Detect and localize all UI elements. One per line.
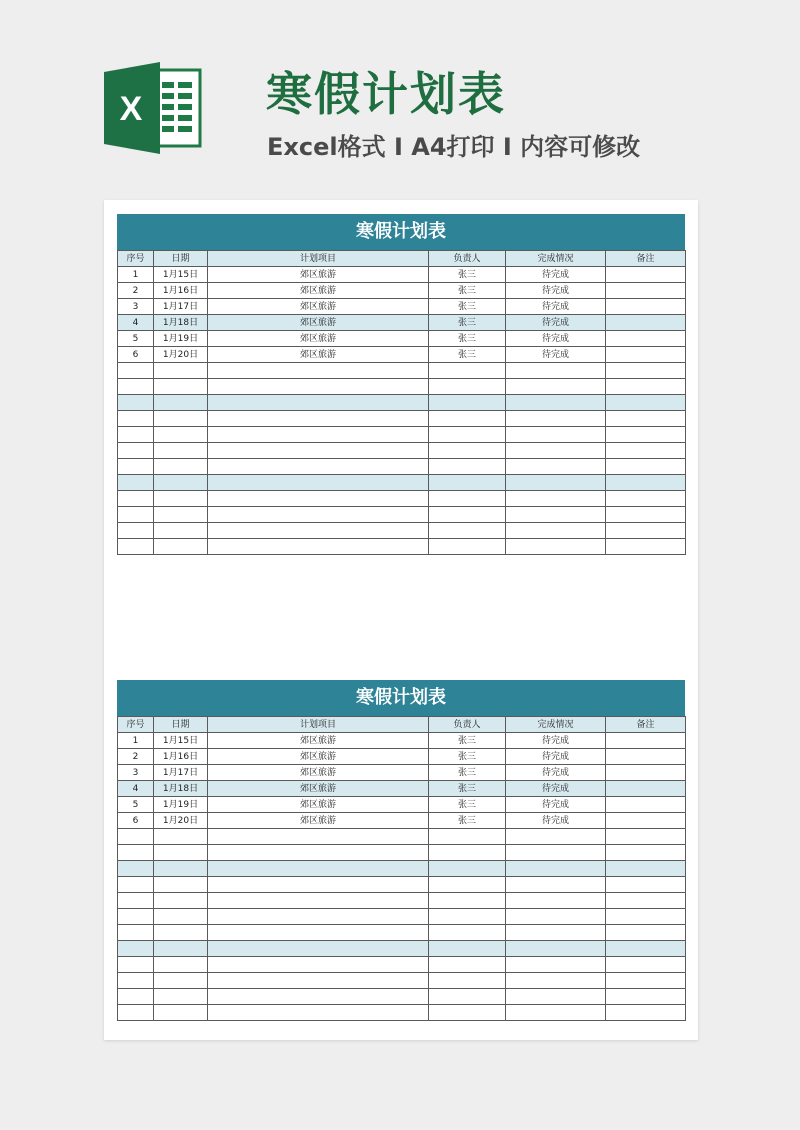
table-cell[interactable]: 待完成 [506, 733, 606, 749]
table-cell[interactable] [154, 523, 208, 539]
table-row [118, 523, 686, 539]
table-row [118, 893, 686, 909]
table-cell[interactable] [154, 459, 208, 475]
table-cell[interactable] [606, 989, 686, 1005]
table-cell[interactable] [506, 829, 606, 845]
table-cell[interactable] [606, 299, 686, 315]
table-cell[interactable] [506, 395, 606, 411]
table-cell[interactable] [208, 379, 429, 395]
table-cell[interactable] [506, 411, 606, 427]
table-cell[interactable] [606, 315, 686, 331]
table-cell[interactable]: 1月16日 [154, 283, 208, 299]
table-cell[interactable] [606, 539, 686, 555]
table-cell[interactable] [506, 877, 606, 893]
table-cell[interactable]: 郊区旅游 [208, 781, 429, 797]
column-header: 序号 [118, 717, 154, 733]
table-cell[interactable] [606, 427, 686, 443]
table-cell[interactable] [606, 283, 686, 299]
table-cell[interactable] [506, 941, 606, 957]
table-cell[interactable] [154, 845, 208, 861]
table-cell[interactable] [208, 941, 429, 957]
table-cell[interactable] [506, 957, 606, 973]
table-cell[interactable] [208, 523, 429, 539]
table-cell[interactable] [606, 379, 686, 395]
table-cell[interactable] [506, 861, 606, 877]
table-row [118, 973, 686, 989]
table-row [118, 925, 686, 941]
page-header [0, 0, 800, 190]
table-cell[interactable] [118, 877, 154, 893]
table-cell[interactable] [506, 443, 606, 459]
table-cell[interactable]: 张三 [429, 347, 506, 363]
table-cell[interactable]: 4 [118, 781, 154, 797]
plan-sheet-2 [117, 680, 685, 1021]
table-cell[interactable] [606, 797, 686, 813]
table-cell[interactable] [506, 491, 606, 507]
table-cell[interactable]: 郊区旅游 [208, 749, 429, 765]
column-header: 备注 [606, 717, 686, 733]
table-cell[interactable] [429, 475, 506, 491]
table-row [118, 507, 686, 523]
table-cell[interactable]: 1月20日 [154, 813, 208, 829]
table-cell[interactable] [118, 491, 154, 507]
table-row [118, 411, 686, 427]
table-cell[interactable] [506, 475, 606, 491]
table-cell[interactable]: 待完成 [506, 331, 606, 347]
table-cell[interactable] [118, 427, 154, 443]
table-row [118, 877, 686, 893]
table-cell[interactable]: 2 [118, 283, 154, 299]
table-cell[interactable] [606, 331, 686, 347]
table-row [118, 347, 686, 363]
column-header: 计划项目 [208, 717, 429, 733]
table-cell[interactable] [606, 507, 686, 523]
table-cell[interactable] [429, 459, 506, 475]
table-cell[interactable] [429, 379, 506, 395]
table-cell[interactable] [208, 475, 429, 491]
table-cell[interactable] [506, 507, 606, 523]
table-row [118, 539, 686, 555]
table-cell[interactable] [154, 861, 208, 877]
table-cell[interactable]: 待完成 [506, 299, 606, 315]
table-cell[interactable] [429, 395, 506, 411]
table-cell[interactable]: 郊区旅游 [208, 299, 429, 315]
table-cell[interactable]: 郊区旅游 [208, 331, 429, 347]
table-cell[interactable]: 郊区旅游 [208, 765, 429, 781]
table-cell[interactable] [606, 829, 686, 845]
column-header: 计划项目 [208, 251, 429, 267]
table-cell[interactable]: 郊区旅游 [208, 315, 429, 331]
table-row [118, 749, 686, 765]
table-cell[interactable]: 5 [118, 797, 154, 813]
table-cell[interactable]: 待完成 [506, 315, 606, 331]
table-cell[interactable] [208, 539, 429, 555]
table-header-row [118, 717, 686, 733]
table-cell[interactable] [208, 989, 429, 1005]
table-row [118, 909, 686, 925]
table-cell[interactable] [606, 781, 686, 797]
table-cell[interactable] [606, 845, 686, 861]
table-cell[interactable] [429, 957, 506, 973]
table-row [118, 861, 686, 877]
table-row [118, 781, 686, 797]
table-cell[interactable]: 2 [118, 749, 154, 765]
table-cell[interactable] [606, 443, 686, 459]
table-cell[interactable] [506, 893, 606, 909]
table-cell[interactable]: 张三 [429, 267, 506, 283]
table-cell[interactable] [506, 459, 606, 475]
table-cell[interactable] [208, 459, 429, 475]
table-cell[interactable]: 5 [118, 331, 154, 347]
column-header: 负责人 [429, 251, 506, 267]
table-cell[interactable]: 郊区旅游 [208, 283, 429, 299]
table-cell[interactable] [506, 427, 606, 443]
table-cell[interactable] [154, 925, 208, 941]
table-cell[interactable]: 郊区旅游 [208, 347, 429, 363]
table-cell[interactable] [606, 973, 686, 989]
table-cell[interactable] [208, 395, 429, 411]
table-cell[interactable] [154, 443, 208, 459]
table-cell[interactable] [154, 475, 208, 491]
table-cell[interactable]: 6 [118, 813, 154, 829]
table-cell[interactable] [606, 491, 686, 507]
page-subtitle: Excel格式 I A4打印 I 内容可修改 [267, 133, 641, 161]
table-cell[interactable] [208, 443, 429, 459]
table-cell[interactable] [429, 427, 506, 443]
table-cell[interactable] [118, 909, 154, 925]
table-cell[interactable] [429, 443, 506, 459]
table-cell[interactable] [118, 941, 154, 957]
table-cell[interactable] [118, 957, 154, 973]
table-cell[interactable] [118, 1005, 154, 1021]
table-row [118, 941, 686, 957]
table-cell[interactable]: 3 [118, 299, 154, 315]
logo-letter: X [119, 90, 143, 128]
column-header: 日期 [154, 717, 208, 733]
table-row [118, 475, 686, 491]
table-header-row [118, 251, 686, 267]
table-cell[interactable]: 1 [118, 733, 154, 749]
table-cell[interactable] [429, 523, 506, 539]
table-cell[interactable] [506, 909, 606, 925]
table-row [118, 813, 686, 829]
table-row [118, 379, 686, 395]
table-row [118, 443, 686, 459]
table-cell[interactable] [606, 893, 686, 909]
table-row [118, 1005, 686, 1021]
table-cell[interactable]: 1月15日 [154, 267, 208, 283]
table-cell[interactable] [606, 733, 686, 749]
table-cell[interactable] [429, 845, 506, 861]
table-cell[interactable]: 1月19日 [154, 797, 208, 813]
table-cell[interactable] [154, 989, 208, 1005]
table-cell[interactable] [154, 379, 208, 395]
excel-logo-icon [104, 62, 204, 154]
table-cell[interactable] [606, 877, 686, 893]
table-cell[interactable] [154, 395, 208, 411]
table-cell[interactable] [208, 973, 429, 989]
table-cell[interactable] [118, 925, 154, 941]
column-header: 完成情况 [506, 251, 606, 267]
table-cell[interactable] [208, 893, 429, 909]
table-cell[interactable]: 张三 [429, 315, 506, 331]
table-cell[interactable]: 张三 [429, 797, 506, 813]
table-cell[interactable] [606, 1005, 686, 1021]
table-cell[interactable] [118, 539, 154, 555]
page-title: 寒假计划表 [266, 67, 506, 121]
table-cell[interactable]: 张三 [429, 331, 506, 347]
table-cell[interactable]: 6 [118, 347, 154, 363]
table-cell[interactable] [429, 973, 506, 989]
column-header: 序号 [118, 251, 154, 267]
column-header: 负责人 [429, 717, 506, 733]
table-row [118, 299, 686, 315]
table-cell[interactable] [208, 491, 429, 507]
table-cell[interactable]: 1月17日 [154, 299, 208, 315]
sheet-title: 寒假计划表 [117, 214, 685, 250]
table-cell[interactable] [208, 957, 429, 973]
table-row [118, 395, 686, 411]
table-cell[interactable] [606, 813, 686, 829]
table-cell[interactable] [118, 845, 154, 861]
table-cell[interactable] [208, 925, 429, 941]
table-cell[interactable] [154, 893, 208, 909]
table-cell[interactable]: 张三 [429, 749, 506, 765]
table-cell[interactable] [429, 861, 506, 877]
table-cell[interactable]: 待完成 [506, 347, 606, 363]
table-cell[interactable]: 郊区旅游 [208, 267, 429, 283]
table-cell[interactable] [506, 1005, 606, 1021]
table-cell[interactable] [506, 523, 606, 539]
table-cell[interactable] [208, 829, 429, 845]
table-cell[interactable]: 张三 [429, 283, 506, 299]
table-cell[interactable] [118, 363, 154, 379]
table-cell[interactable] [429, 877, 506, 893]
table-cell[interactable]: 1月17日 [154, 765, 208, 781]
table-cell[interactable] [429, 925, 506, 941]
table-row [118, 363, 686, 379]
table-cell[interactable] [154, 941, 208, 957]
column-header: 备注 [606, 251, 686, 267]
table-row [118, 957, 686, 973]
plan-table [117, 250, 686, 555]
table-cell[interactable] [208, 411, 429, 427]
table-cell[interactable]: 待完成 [506, 749, 606, 765]
table-body [118, 267, 686, 555]
table-cell[interactable] [606, 957, 686, 973]
table-row [118, 845, 686, 861]
table-cell[interactable] [154, 539, 208, 555]
table-cell[interactable] [506, 845, 606, 861]
table-cell[interactable]: 张三 [429, 765, 506, 781]
table-body [118, 733, 686, 1021]
table-cell[interactable] [606, 395, 686, 411]
table-cell[interactable]: 张三 [429, 813, 506, 829]
table-row [118, 427, 686, 443]
table-cell[interactable] [506, 973, 606, 989]
table-cell[interactable] [154, 877, 208, 893]
table-cell[interactable] [118, 829, 154, 845]
table-cell[interactable] [606, 941, 686, 957]
table-cell[interactable]: 待完成 [506, 813, 606, 829]
table-cell[interactable] [606, 267, 686, 283]
column-header: 日期 [154, 251, 208, 267]
table-cell[interactable] [154, 829, 208, 845]
table-cell[interactable] [606, 475, 686, 491]
table-cell[interactable]: 待完成 [506, 283, 606, 299]
table-cell[interactable]: 郊区旅游 [208, 797, 429, 813]
table-cell[interactable]: 待完成 [506, 797, 606, 813]
table-cell[interactable] [606, 765, 686, 781]
table-cell[interactable] [429, 941, 506, 957]
table-cell[interactable]: 待完成 [506, 267, 606, 283]
table-cell[interactable] [208, 427, 429, 443]
table-cell[interactable] [606, 861, 686, 877]
table-cell[interactable] [118, 989, 154, 1005]
table-cell[interactable]: 3 [118, 765, 154, 781]
table-cell[interactable] [208, 845, 429, 861]
table-cell[interactable] [606, 363, 686, 379]
table-cell[interactable] [429, 1005, 506, 1021]
table-cell[interactable] [606, 749, 686, 765]
table-cell[interactable] [118, 443, 154, 459]
table-cell[interactable] [429, 491, 506, 507]
table-cell[interactable] [154, 363, 208, 379]
table-cell[interactable] [429, 411, 506, 427]
table-cell[interactable] [154, 491, 208, 507]
plan-sheet-1 [117, 214, 685, 555]
table-cell[interactable]: 1月18日 [154, 781, 208, 797]
table-cell[interactable] [118, 379, 154, 395]
table-cell[interactable] [154, 427, 208, 443]
column-header: 完成情况 [506, 717, 606, 733]
table-cell[interactable]: 待完成 [506, 765, 606, 781]
table-row [118, 491, 686, 507]
table-cell[interactable] [118, 861, 154, 877]
table-cell[interactable] [606, 347, 686, 363]
table-cell[interactable] [118, 523, 154, 539]
table-cell[interactable]: 4 [118, 315, 154, 331]
table-row [118, 733, 686, 749]
sheet-title: 寒假计划表 [117, 680, 685, 716]
table-cell[interactable]: 张三 [429, 299, 506, 315]
table-cell[interactable] [429, 893, 506, 909]
table-row [118, 797, 686, 813]
table-cell[interactable] [208, 1005, 429, 1021]
table-cell[interactable]: 张三 [429, 733, 506, 749]
table-cell[interactable]: 1月20日 [154, 347, 208, 363]
table-cell[interactable] [429, 507, 506, 523]
table-cell[interactable]: 待完成 [506, 781, 606, 797]
plan-table [117, 716, 686, 1021]
table-cell[interactable] [154, 411, 208, 427]
table-cell[interactable] [118, 395, 154, 411]
table-cell[interactable] [154, 909, 208, 925]
table-cell[interactable] [118, 507, 154, 523]
table-row [118, 315, 686, 331]
table-cell[interactable] [429, 539, 506, 555]
table-cell[interactable] [429, 363, 506, 379]
table-cell[interactable] [606, 909, 686, 925]
table-cell[interactable]: 张三 [429, 781, 506, 797]
table-cell[interactable] [429, 829, 506, 845]
table-cell[interactable] [118, 893, 154, 909]
table-cell[interactable] [118, 973, 154, 989]
table-row [118, 989, 686, 1005]
table-cell[interactable] [118, 475, 154, 491]
table-cell[interactable] [606, 411, 686, 427]
table-cell[interactable] [429, 989, 506, 1005]
table-cell[interactable] [208, 877, 429, 893]
table-row [118, 331, 686, 347]
table-cell[interactable] [118, 459, 154, 475]
table-cell[interactable] [118, 411, 154, 427]
table-cell[interactable] [208, 363, 429, 379]
table-cell[interactable] [506, 379, 606, 395]
table-cell[interactable] [506, 925, 606, 941]
table-cell[interactable]: 郊区旅游 [208, 813, 429, 829]
table-row [118, 459, 686, 475]
table-cell[interactable] [429, 909, 506, 925]
table-cell[interactable]: 1月16日 [154, 749, 208, 765]
table-row [118, 765, 686, 781]
table-cell[interactable] [208, 909, 429, 925]
table-cell[interactable]: 1月19日 [154, 331, 208, 347]
table-cell[interactable]: 1月18日 [154, 315, 208, 331]
table-cell[interactable] [154, 507, 208, 523]
table-cell[interactable] [606, 925, 686, 941]
table-row [118, 829, 686, 845]
table-cell[interactable]: 1月15日 [154, 733, 208, 749]
table-cell[interactable]: 郊区旅游 [208, 733, 429, 749]
table-cell[interactable]: 1 [118, 267, 154, 283]
table-row [118, 267, 686, 283]
table-row [118, 283, 686, 299]
table-cell[interactable] [208, 507, 429, 523]
table-cell[interactable] [154, 1005, 208, 1021]
table-cell[interactable] [506, 539, 606, 555]
table-cell[interactable] [606, 459, 686, 475]
table-cell[interactable] [606, 523, 686, 539]
table-cell[interactable] [506, 363, 606, 379]
table-cell[interactable] [506, 989, 606, 1005]
table-cell[interactable] [154, 957, 208, 973]
table-cell[interactable] [208, 861, 429, 877]
table-cell[interactable] [154, 973, 208, 989]
